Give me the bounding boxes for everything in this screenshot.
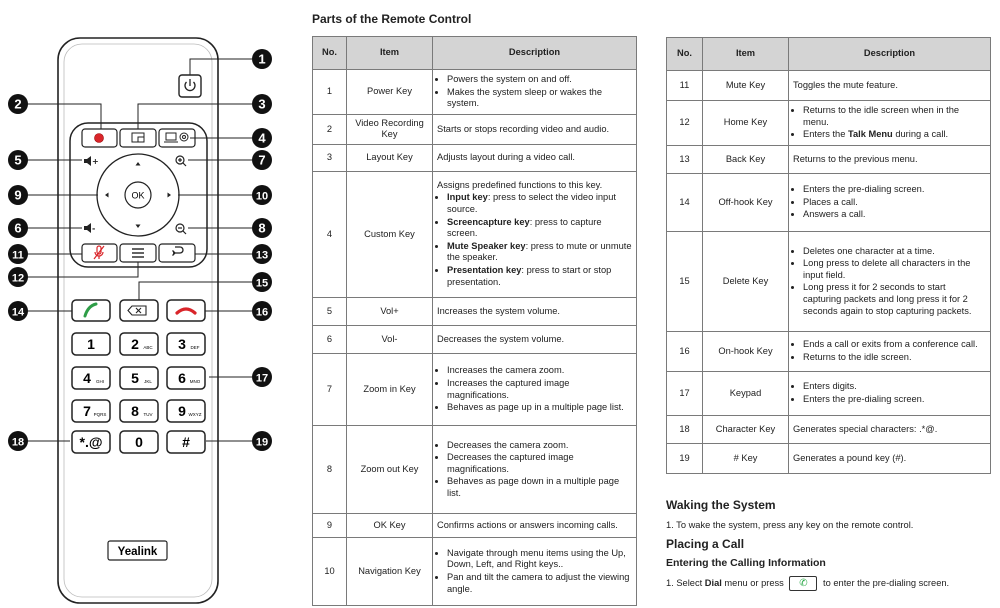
off-hook-key[interactable] (72, 300, 110, 321)
description-item: • Enters digits. (803, 381, 986, 393)
callout-number: 5 (14, 152, 22, 168)
description-intro: Assigns predefined functions to this key. (437, 179, 603, 190)
custom-key[interactable] (159, 129, 195, 147)
description-list (437, 548, 632, 595)
table-row (313, 514, 637, 538)
keypad-digit: 9 (178, 403, 186, 419)
callout-number: 19 (255, 436, 269, 449)
record-icon (95, 134, 104, 143)
description-item: • Increases the camera zoom. (447, 365, 632, 377)
description-list (437, 74, 632, 110)
keypad-digit: 1 (87, 336, 95, 352)
cell-item: Mute Key (703, 71, 789, 101)
cell-no: 4 (313, 172, 347, 298)
table-row (313, 114, 637, 144)
description-item: • Enters the pre-dialing screen. (803, 184, 986, 196)
keypad-letters: WXYZ (188, 412, 202, 417)
parts-table-left (312, 36, 637, 606)
table-row (313, 326, 637, 354)
description-list (437, 440, 632, 500)
keypad-digit: 3 (178, 336, 186, 352)
description-item: • Screencapture key: press to capture screen. (447, 217, 632, 240)
cell-no: 13 (667, 145, 703, 173)
step-1-mid: menu or press (721, 577, 784, 588)
keypad-letters: TUV (143, 412, 153, 417)
table-row (667, 173, 991, 231)
keypad-letters: DEF (190, 345, 200, 350)
callout-number: 15 (255, 277, 269, 290)
svg-text:+: + (92, 157, 99, 166)
cell-item: Custom Key (347, 172, 433, 298)
header-item: Item (347, 37, 433, 70)
cell-item: On-hook Key (703, 331, 789, 371)
table-row (313, 354, 637, 426)
cell-no: 19 (667, 443, 703, 473)
svg-text:-: - (92, 224, 96, 233)
cell-description (789, 371, 991, 415)
callout-number: 17 (255, 372, 269, 385)
description-item: • Returns to the idle screen. (803, 352, 986, 364)
description-item: • Presentation key: press to start or stop presentation. (447, 265, 632, 288)
cell-item: Zoom out Key (347, 426, 433, 514)
table-row (667, 415, 991, 443)
description-text: Starts or stops recording video and audio. (437, 123, 610, 134)
cell-no: 6 (313, 326, 347, 354)
cell-item: Vol- (347, 326, 433, 354)
keypad-digit: 8 (131, 403, 139, 419)
page-title: Parts of the Remote Control (312, 12, 472, 26)
description-list (793, 246, 986, 318)
cell-no: 18 (667, 415, 703, 443)
description-item: • Makes the system sleep or wakes the system. (447, 87, 632, 110)
description-item: • Behaves as page down in a multiple page list. (447, 476, 632, 499)
cell-no: 10 (313, 538, 347, 606)
table-row (313, 172, 637, 298)
cell-item: OK Key (347, 514, 433, 538)
callout-number: 8 (258, 220, 266, 236)
keypad-digit: 2 (131, 336, 139, 352)
header-description: Description (789, 38, 991, 71)
keypad-letters: GHI (95, 379, 105, 384)
description-item: • Answers a call. (803, 209, 986, 221)
header-item: Item (703, 38, 789, 71)
step-1-post: to enter the pre-dialing screen. (820, 577, 950, 588)
cell-no: 1 (313, 70, 347, 115)
cell-item: Delete Key (703, 231, 789, 331)
keypad-key[interactable] (72, 367, 110, 389)
keypad-digit: # (182, 434, 190, 450)
description-list (793, 381, 986, 405)
callout-number: 4 (258, 130, 266, 146)
cell-no: 7 (313, 354, 347, 426)
callout-number: 18 (11, 436, 25, 449)
cell-description (789, 415, 991, 443)
cell-description (789, 231, 991, 331)
callout-number: 7 (258, 152, 266, 168)
description-text: Toggles the mute feature. (793, 79, 898, 90)
keypad-key[interactable] (120, 333, 158, 355)
cell-no: 8 (313, 426, 347, 514)
cell-item: Layout Key (347, 145, 433, 172)
cell-item: Power Key (347, 70, 433, 115)
cell-no: 3 (313, 145, 347, 172)
cell-no: 5 (313, 298, 347, 326)
keypad-digit: 4 (83, 370, 91, 386)
keypad-digit: 7 (83, 403, 91, 419)
callout-number: 13 (255, 249, 269, 262)
waking-text: 1. To wake the system, press any key on the remote control. (666, 520, 914, 530)
callout-number: 16 (255, 306, 269, 319)
cell-description (789, 101, 991, 146)
step-1-pre: 1. Select (666, 577, 705, 588)
table-row (313, 145, 637, 172)
cell-description (789, 331, 991, 371)
keypad-digit: 6 (178, 370, 186, 386)
step-1 (666, 576, 949, 591)
cell-item: Navigation Key (347, 538, 433, 606)
description-text: Returns to the previous menu. (793, 153, 918, 164)
callout-number: 11 (12, 249, 24, 262)
cell-description (433, 70, 637, 115)
placing-title: Placing a Call (666, 537, 745, 551)
cell-description (789, 443, 991, 473)
table-row (667, 145, 991, 173)
cell-no: 2 (313, 114, 347, 144)
keypad-letters: PQRS (93, 412, 107, 417)
cell-item: Zoom in Key (347, 354, 433, 426)
header-description: Description (433, 37, 637, 70)
description-item: • Increases the captured image magnifications. (447, 378, 632, 401)
description-item: • Decreases the captured image magnifications. (447, 452, 632, 475)
keypad-digit: *.@ (79, 434, 103, 450)
keypad-key[interactable] (120, 367, 158, 389)
description-item: • Enters the pre-dialing screen. (803, 394, 986, 406)
step-1-bold: Dial (704, 577, 722, 588)
keypad-digit: 0 (135, 434, 143, 450)
cell-item: Video Recording Key (347, 114, 433, 144)
keypad-key[interactable] (72, 400, 110, 422)
description-item: • Returns to the idle screen when in the menu. (803, 105, 986, 128)
cell-item: Character Key (703, 415, 789, 443)
table-header-row (313, 37, 637, 70)
table-header-row (667, 38, 991, 71)
keypad-key[interactable] (120, 400, 158, 422)
cell-no: 16 (667, 331, 703, 371)
cell-description (789, 71, 991, 101)
cell-description (433, 354, 637, 426)
table-row (313, 426, 637, 514)
description-list (793, 184, 986, 221)
description-text: Generates special characters: .*@. (793, 423, 938, 434)
cell-description (433, 326, 637, 354)
entering-title: Entering the Calling Information (666, 557, 826, 569)
keypad-key[interactable] (167, 367, 205, 389)
description-item: • Long press it for 2 seconds to start capturing packets and long press it for 2 seconds again to stop capturing packets. (803, 282, 986, 317)
description-list (793, 339, 986, 363)
table-row (667, 371, 991, 415)
description-text: Increases the system volume. (437, 305, 560, 316)
callout-number: 1 (258, 51, 266, 67)
keypad-letters: MNO (189, 379, 201, 384)
description-item: • Mute Speaker key: press to mute or unmute the speaker. (447, 241, 632, 264)
callout-number: 9 (14, 187, 22, 203)
description-item: • Decreases the camera zoom. (447, 440, 632, 452)
cell-description (789, 173, 991, 231)
brand-label: Yealink (117, 546, 158, 558)
table-row (313, 538, 637, 606)
table-row (667, 71, 991, 101)
table-row (667, 331, 991, 371)
description-text: Adjusts layout during a video call. (437, 152, 575, 163)
keypad-letters: ABC (143, 345, 153, 350)
description-text: Decreases the system volume. (437, 333, 565, 344)
callout-number: 10 (255, 190, 269, 203)
cell-description (433, 514, 637, 538)
description-list (437, 192, 632, 288)
cell-item: # Key (703, 443, 789, 473)
ok-label: OK (131, 190, 145, 201)
cell-description (433, 538, 637, 606)
cell-item: Back Key (703, 145, 789, 173)
description-item: • Enters the Talk Menu during a call. (803, 129, 986, 141)
table-row (667, 101, 991, 146)
cell-no: 12 (667, 101, 703, 146)
cell-description (789, 145, 991, 173)
cell-no: 14 (667, 173, 703, 231)
cell-item: Home Key (703, 101, 789, 146)
header-no: No. (313, 37, 347, 70)
waking-title: Waking the System (666, 498, 776, 512)
off-hook-inline-icon: ✆ (789, 576, 817, 591)
keypad-letters: JKL (144, 379, 152, 384)
callout-number: 12 (11, 272, 25, 285)
keypad-key[interactable] (167, 400, 205, 422)
cell-description (433, 426, 637, 514)
description-item: • Powers the system on and off. (447, 74, 632, 86)
cell-description (433, 172, 637, 298)
cell-description (433, 145, 637, 172)
callout-number: 6 (14, 220, 22, 236)
mute-key[interactable] (82, 244, 117, 262)
keypad-key[interactable] (167, 333, 205, 355)
cell-item: Vol+ (347, 298, 433, 326)
description-item: • Input key: press to select the video input source. (447, 192, 632, 215)
description-list (437, 365, 632, 413)
description-list (793, 105, 986, 141)
description-item: • Behaves as page up in a multiple page list. (447, 402, 632, 414)
description-item: • Long press to delete all characters in the input field. (803, 258, 986, 281)
cell-no: 11 (667, 71, 703, 101)
callout-number: 2 (14, 96, 22, 112)
description-item: • Navigate through menu items using the Up, Down, Left, and Right keys.. (447, 548, 632, 571)
header-no: No. (667, 38, 703, 71)
description-text: Confirms actions or answers incoming calls. (437, 519, 618, 530)
table-row (313, 298, 637, 326)
table-row (313, 70, 637, 115)
parts-table-right (666, 37, 991, 474)
table-row (667, 443, 991, 473)
table-row (667, 231, 991, 331)
description-text: Generates a pound key (#). (793, 452, 907, 463)
cell-no: 17 (667, 371, 703, 415)
cell-description (433, 114, 637, 144)
description-item: • Ends a call or exits from a conference call. (803, 339, 986, 351)
cell-item: Off-hook Key (703, 173, 789, 231)
remote-control-diagram (0, 0, 300, 608)
cell-description (433, 298, 637, 326)
callout-number: 14 (11, 306, 25, 319)
cell-no: 15 (667, 231, 703, 331)
callout-number: 3 (258, 96, 266, 112)
keypad-digit: 5 (131, 370, 139, 386)
description-item: • Places a call. (803, 197, 986, 209)
description-item: • Pan and tilt the camera to adjust the viewing angle. (447, 572, 632, 595)
description-item: • Deletes one character at a time. (803, 246, 986, 258)
cell-item: Keypad (703, 371, 789, 415)
cell-no: 9 (313, 514, 347, 538)
